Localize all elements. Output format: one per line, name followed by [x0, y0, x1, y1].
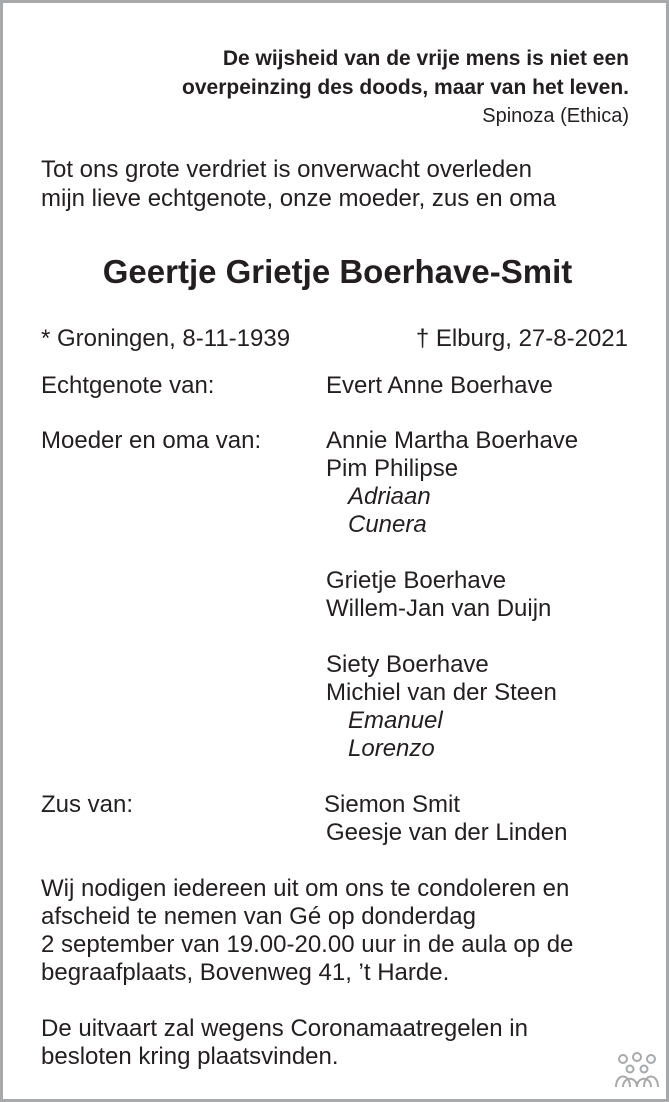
grandchild-name: Cunera [348, 511, 427, 538]
birth-date: * Groningen, 8-11-1939 [41, 325, 291, 352]
invitation-line: 2 september van 19.00-20.00 uur in de aula op de [41, 931, 574, 958]
spouse-label: Echtgenote van: [41, 372, 215, 399]
grandchild-name: Emanuel [348, 707, 443, 734]
invitation-line: afscheid te nemen van Gé op donderdag [41, 903, 476, 930]
family-member: Grietje Boerhave [326, 567, 507, 594]
sibling-name: Siemon Smit [324, 791, 461, 818]
funeral-line: besloten kring plaatsvinden. [41, 1043, 339, 1070]
invitation-line: Wij nodigen iedereen uit om ons te condoleren en [41, 875, 570, 902]
sibling-label: Zus van: [41, 791, 134, 818]
family-member: Annie Martha Boerhave [326, 427, 579, 454]
funeral-line: De uitvaart zal wegens Coronamaatregelen in [41, 1015, 528, 1042]
death-date: † Elburg, 27-8-2021 [415, 325, 628, 352]
intro-line: mijn lieve echtgenote, onze moeder, zus en oma [41, 185, 556, 212]
sibling-name: Geesje van der Linden [326, 819, 568, 846]
grandchild-name: Lorenzo [348, 735, 435, 762]
family-member: Michiel van der Steen [326, 679, 557, 706]
deceased-name: Geertje Grietje Boerhave-Smit [102, 253, 573, 290]
family-member: Siety Boerhave [326, 651, 489, 678]
family-member: Willem-Jan van Duijn [326, 595, 552, 622]
quote-source: Spinoza (Ethica) [482, 105, 629, 127]
quote-line: De wijsheid van de vrije mens is niet een [222, 47, 629, 70]
grandchild-name: Adriaan [348, 483, 431, 510]
quote-line: overpeinzing des doods, maar van het leven. [182, 76, 629, 99]
people-group-icon [613, 1051, 661, 1091]
spouse-name: Evert Anne Boerhave [326, 372, 553, 399]
intro-line: Tot ons grote verdriet is onverwacht overleden [41, 156, 532, 183]
family-member: Pim Philipse [326, 455, 459, 482]
invitation-line: begraafplaats, Bovenweg 41, ’t Harde. [41, 959, 450, 986]
children-label: Moeder en oma van: [41, 427, 262, 454]
